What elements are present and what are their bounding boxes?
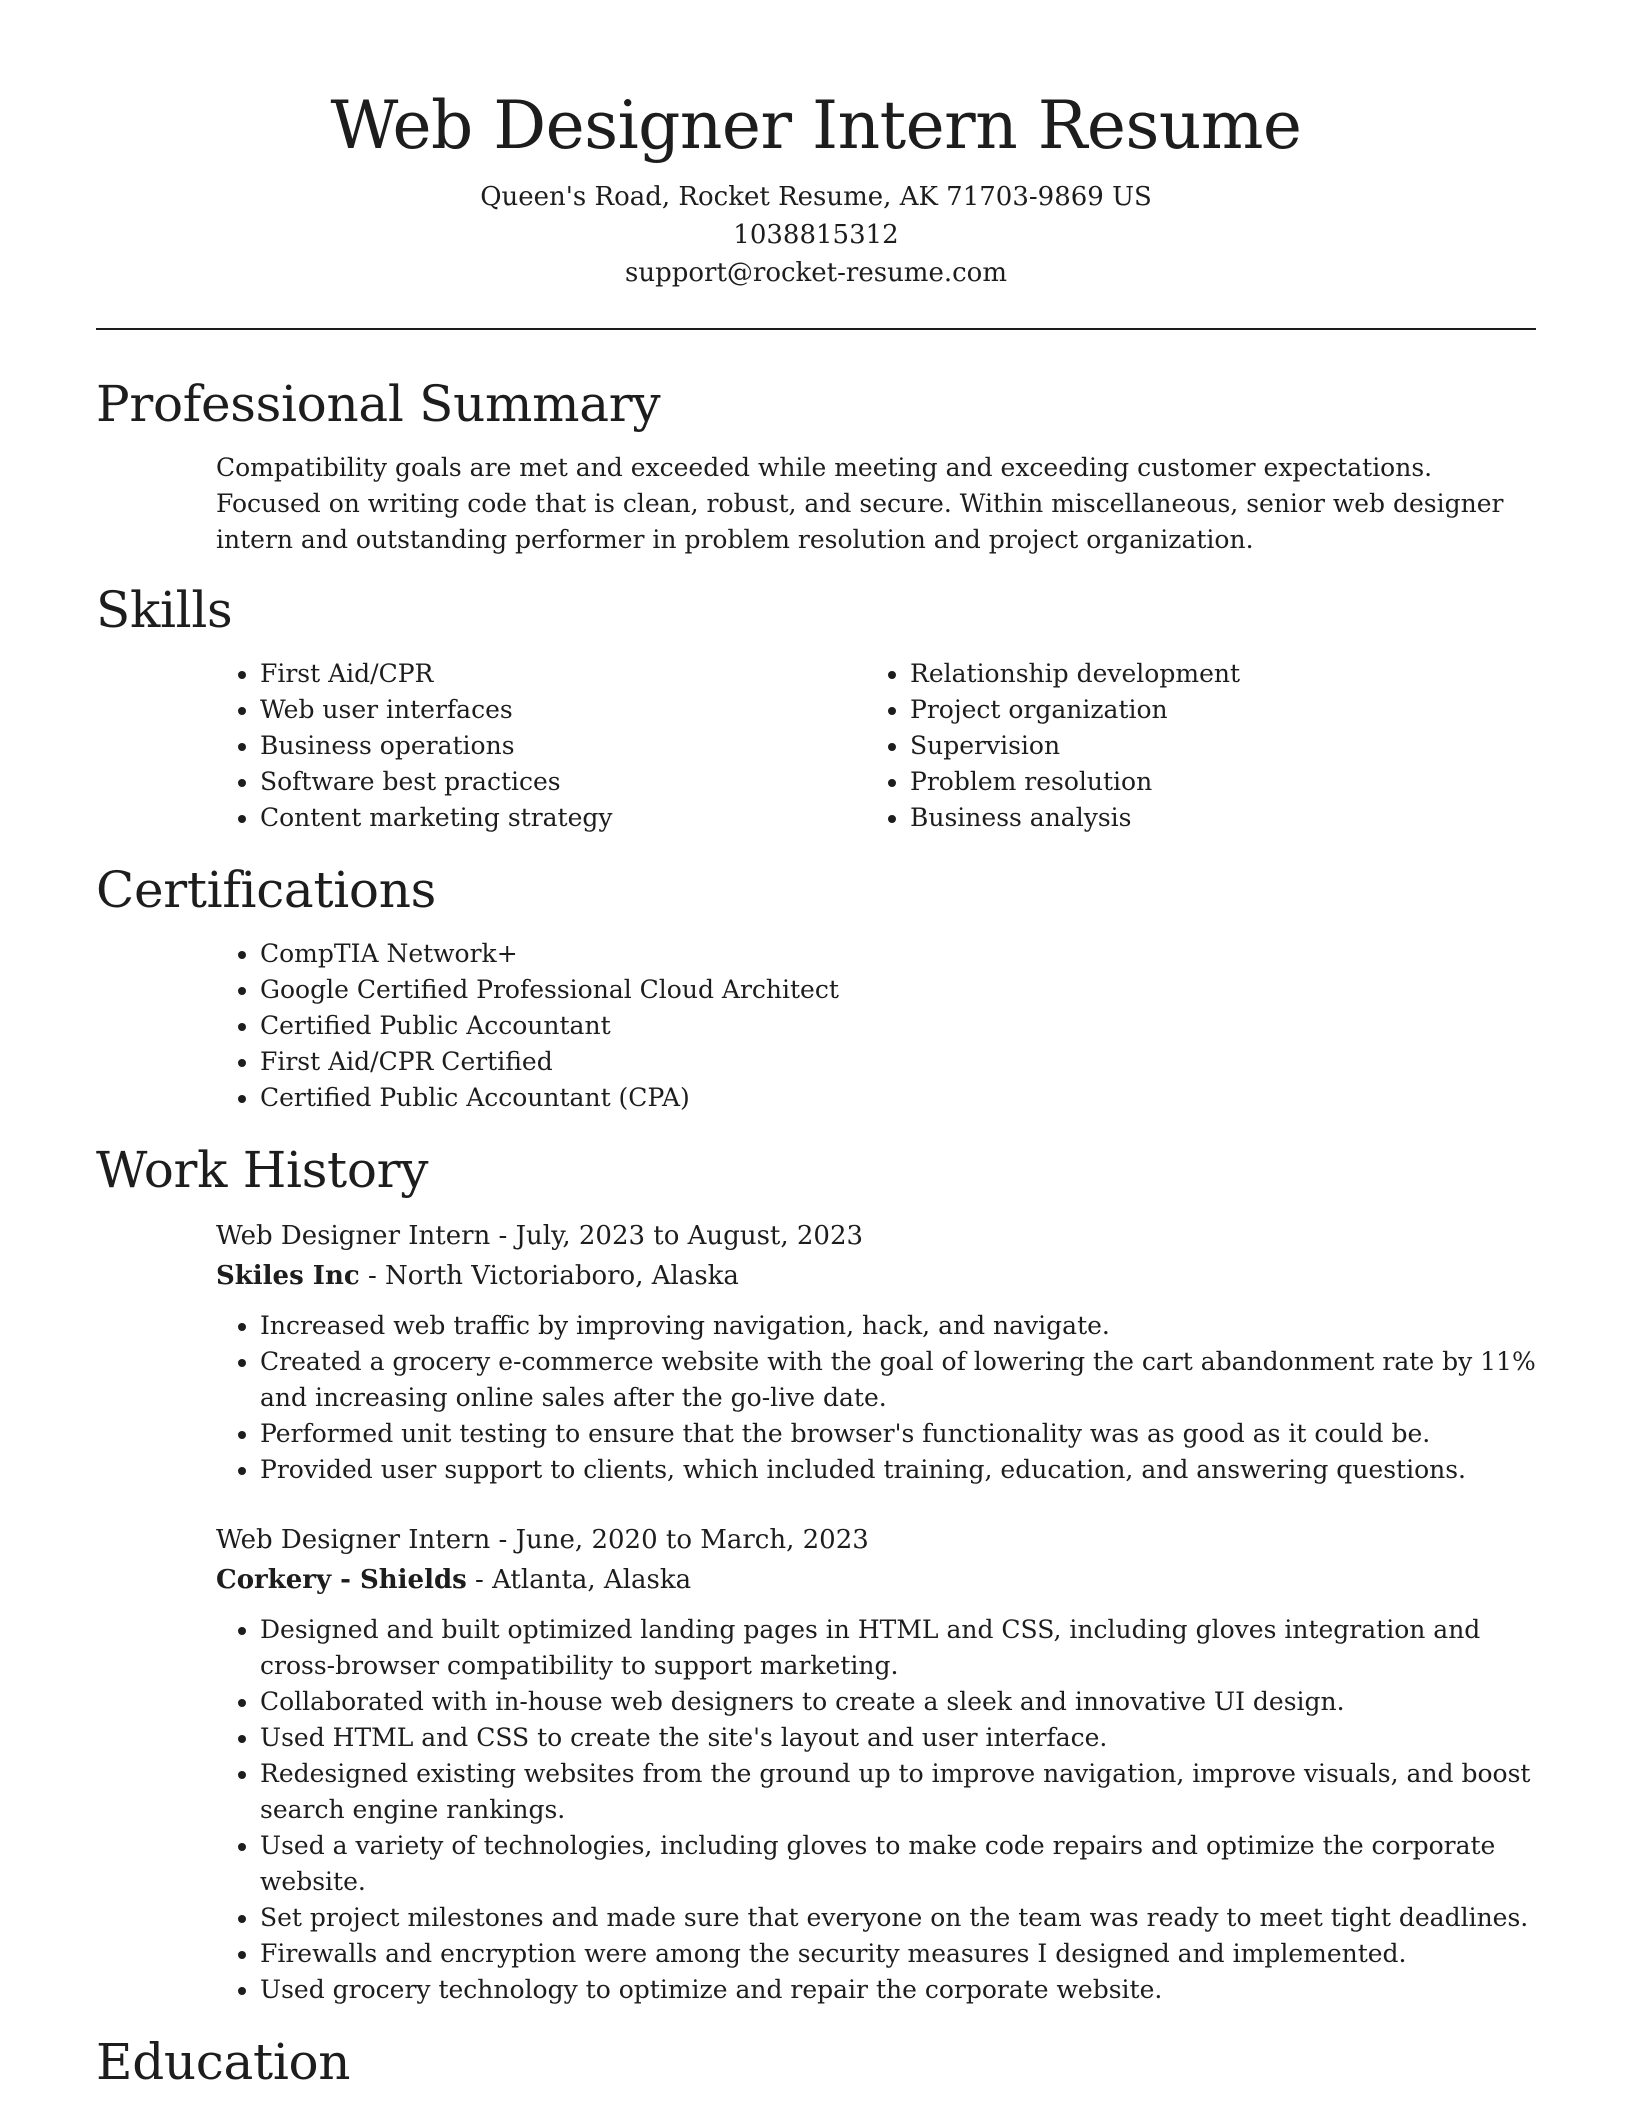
work-history-section [96,1138,1536,2008]
job-location: - North Victoriaboro, Alaska [359,1261,739,1291]
job-company: Corkery - Shields [216,1565,467,1595]
skill-item: • Content marketing strategy [260,800,866,836]
job-bullet: • Collaborated with in-house web designers to create a sleek and innovative UI design. [260,1684,1536,1720]
contact-address: Queen's Road, Rocket Resume, AK 71703-9869 US [480,182,1152,212]
job-title: Web Designer Intern [216,1221,491,1251]
resume-title: Web Designer Intern Resume [330,87,1302,164]
job-bullet: • Used a variety of technologies, including gloves to make code repairs and optimize the corporate website. [260,1828,1536,1900]
job-bullet: • Set project milestones and made sure that everyone on the team was ready to meet tight deadlines. [260,1900,1536,1936]
resume-page [96,0,1536,2094]
job-bullet: • Redesigned existing websites from the ground up to improve navigation, improve visuals, and boost search engine rankings. [260,1756,1536,1828]
job-entry [96,1520,1536,2008]
job-company-line [216,1256,1536,1296]
summary-text: Compatibility goals are met and exceeded while meeting and exceeding customer expectations. Focused on writing code that is clean, robust, and secure. Within miscellaneous, senior web designer intern and outstanding performer in problem resolution and project organization. [216,453,1504,554]
skill-item: • Business analysis [910,800,1516,836]
certification-item: • First Aid/CPR Certified [260,1044,1536,1080]
skill-item: • Supervision [910,728,1516,764]
job-entry [96,1216,1536,1488]
skill-item: • Project organization [910,692,1516,728]
skill-item: • Web user interfaces [260,692,866,728]
header-divider [96,328,1536,330]
skill-item: • First Aid/CPR [260,656,866,692]
skill-item: • Relationship development [910,656,1516,692]
job-title-line [216,1216,1536,1256]
job-location: - Atlanta, Alaska [466,1565,692,1595]
certifications-section [96,858,1536,1116]
job-bullet: • Increased web traffic by improving navigation, hack, and navigate. [260,1308,1536,1344]
job-dates: - June, 2020 to March, 2023 [490,1525,869,1555]
contact-block [96,178,1536,292]
resume-header [96,0,1536,292]
job-bullet: • Performed unit testing to ensure that the browser's functionality was as good as it could be. [260,1416,1536,1452]
certification-item: • Certified Public Accountant (CPA) [260,1080,1536,1116]
job-bullet: • Designed and built optimized landing pages in HTML and CSS, including gloves integration and cross-browser compatibility to support marketing. [260,1612,1536,1684]
job-title: Web Designer Intern [216,1525,491,1555]
job-bullet: • Created a grocery e-commerce website with the goal of lowering the cart abandonment rate by 11% and increasing online sales after the go-live date. [260,1344,1536,1416]
certification-item: • CompTIA Network+ [260,936,1536,972]
certification-item: • Certified Public Accountant [260,1008,1536,1044]
contact-phone: 1038815312 [733,220,899,250]
certifications-heading: Certifications [96,861,436,919]
job-bullet: • Provided user support to clients, which included training, education, and answering questions. [260,1452,1536,1488]
job-bullet: • Used grocery technology to optimize and repair the corporate website. [260,1972,1536,2008]
skills-section [96,578,1536,836]
skills-column-left [216,656,866,836]
education-heading: Education [96,2033,351,2091]
skill-item: • Business operations [260,728,866,764]
skills-column-right [866,656,1516,836]
summary-heading: Professional Summary [96,375,661,433]
job-dates: - July, 2023 to August, 2023 [490,1221,864,1251]
contact-email: support@rocket-resume.com [624,258,1007,288]
work-history-heading: Work History [96,1141,429,1199]
job-company-line [216,1560,1536,1600]
education-section [96,2030,1536,2094]
skills-heading: Skills [96,581,233,639]
skill-item: • Problem resolution [910,764,1516,800]
summary-section [96,372,1536,558]
job-company: Skiles Inc [216,1261,360,1291]
skill-item: • Software best practices [260,764,866,800]
job-bullet: • Firewalls and encryption were among the security measures I designed and implemented. [260,1936,1536,1972]
certification-item: • Google Certified Professional Cloud Architect [260,972,1536,1008]
job-title-line [216,1520,1536,1560]
job-bullet: • Used HTML and CSS to create the site's layout and user interface. [260,1720,1536,1756]
